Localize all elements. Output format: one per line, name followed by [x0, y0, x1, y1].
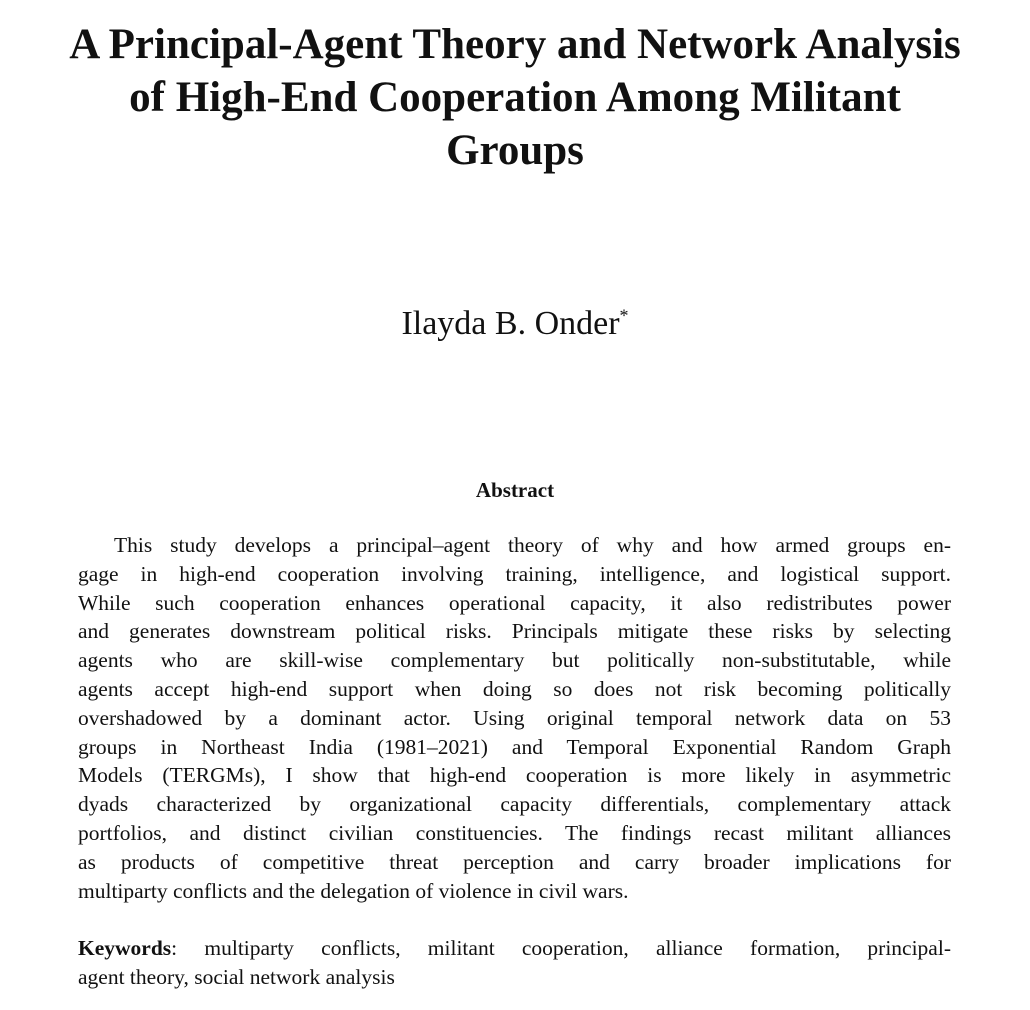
abstract-body: [78, 531, 951, 905]
title-line-2: of High-End Cooperation Among Militant: [129, 74, 901, 121]
abstract-line: groups in Northeast India (1981–2021) and Temporal Exponential Random Graph: [78, 734, 951, 759]
keywords-label: Keywords: [78, 936, 172, 960]
abstract-line: dyads characterized by organizational capacity differentials, complementary attack: [78, 792, 951, 817]
author-footnote-mark: *: [619, 305, 629, 326]
keywords-block: [78, 934, 951, 992]
abstract-line: gage in high-end cooperation involving training, intelligence, and logistical support.: [78, 561, 951, 586]
abstract-line: agents who are skill-wise complementary but politically non-substitutable, while: [78, 648, 951, 673]
abstract-line: overshadowed by a dominant actor. Using original temporal network data on 53: [78, 705, 951, 730]
title-line-1: A Principal-Agent Theory and Network Analysis: [69, 21, 961, 68]
author-name: Ilayda B. Onder: [401, 305, 620, 342]
abstract-heading: Abstract: [475, 478, 555, 502]
keywords-line-1: [78, 934, 951, 963]
abstract-line: While such cooperation enhances operational capacity, it also redistributes power: [78, 590, 951, 615]
abstract-line: multiparty conflicts and the delegation of violence in civil wars.: [78, 878, 629, 903]
abstract-line: as products of competitive threat perception and carry broader implications for: [78, 849, 951, 874]
abstract-line: Models (TERGMs), I show that high-end cooperation is more likely in asymmetric: [78, 763, 951, 788]
abstract-line: agents accept high-end support when doing so does not risk becoming politically: [78, 676, 951, 701]
keywords-text-1: : multiparty conflicts, militant cooperation, alliance formation, principal-: [171, 936, 951, 960]
abstract-line: portfolios, and distinct civilian constituencies. The findings recast militant alliances: [78, 820, 951, 845]
paper-title: [0, 18, 1030, 177]
keywords-line-2: agent theory, social network analysis: [78, 964, 395, 989]
author-line: [0, 302, 1030, 346]
title-line-3: Groups: [446, 127, 584, 174]
abstract-line: This study develops a principal–agent theory of why and how armed groups en-: [114, 533, 951, 557]
abstract-line: and generates downstream political risks. Principals mitigate these risks by selecting: [78, 619, 951, 644]
